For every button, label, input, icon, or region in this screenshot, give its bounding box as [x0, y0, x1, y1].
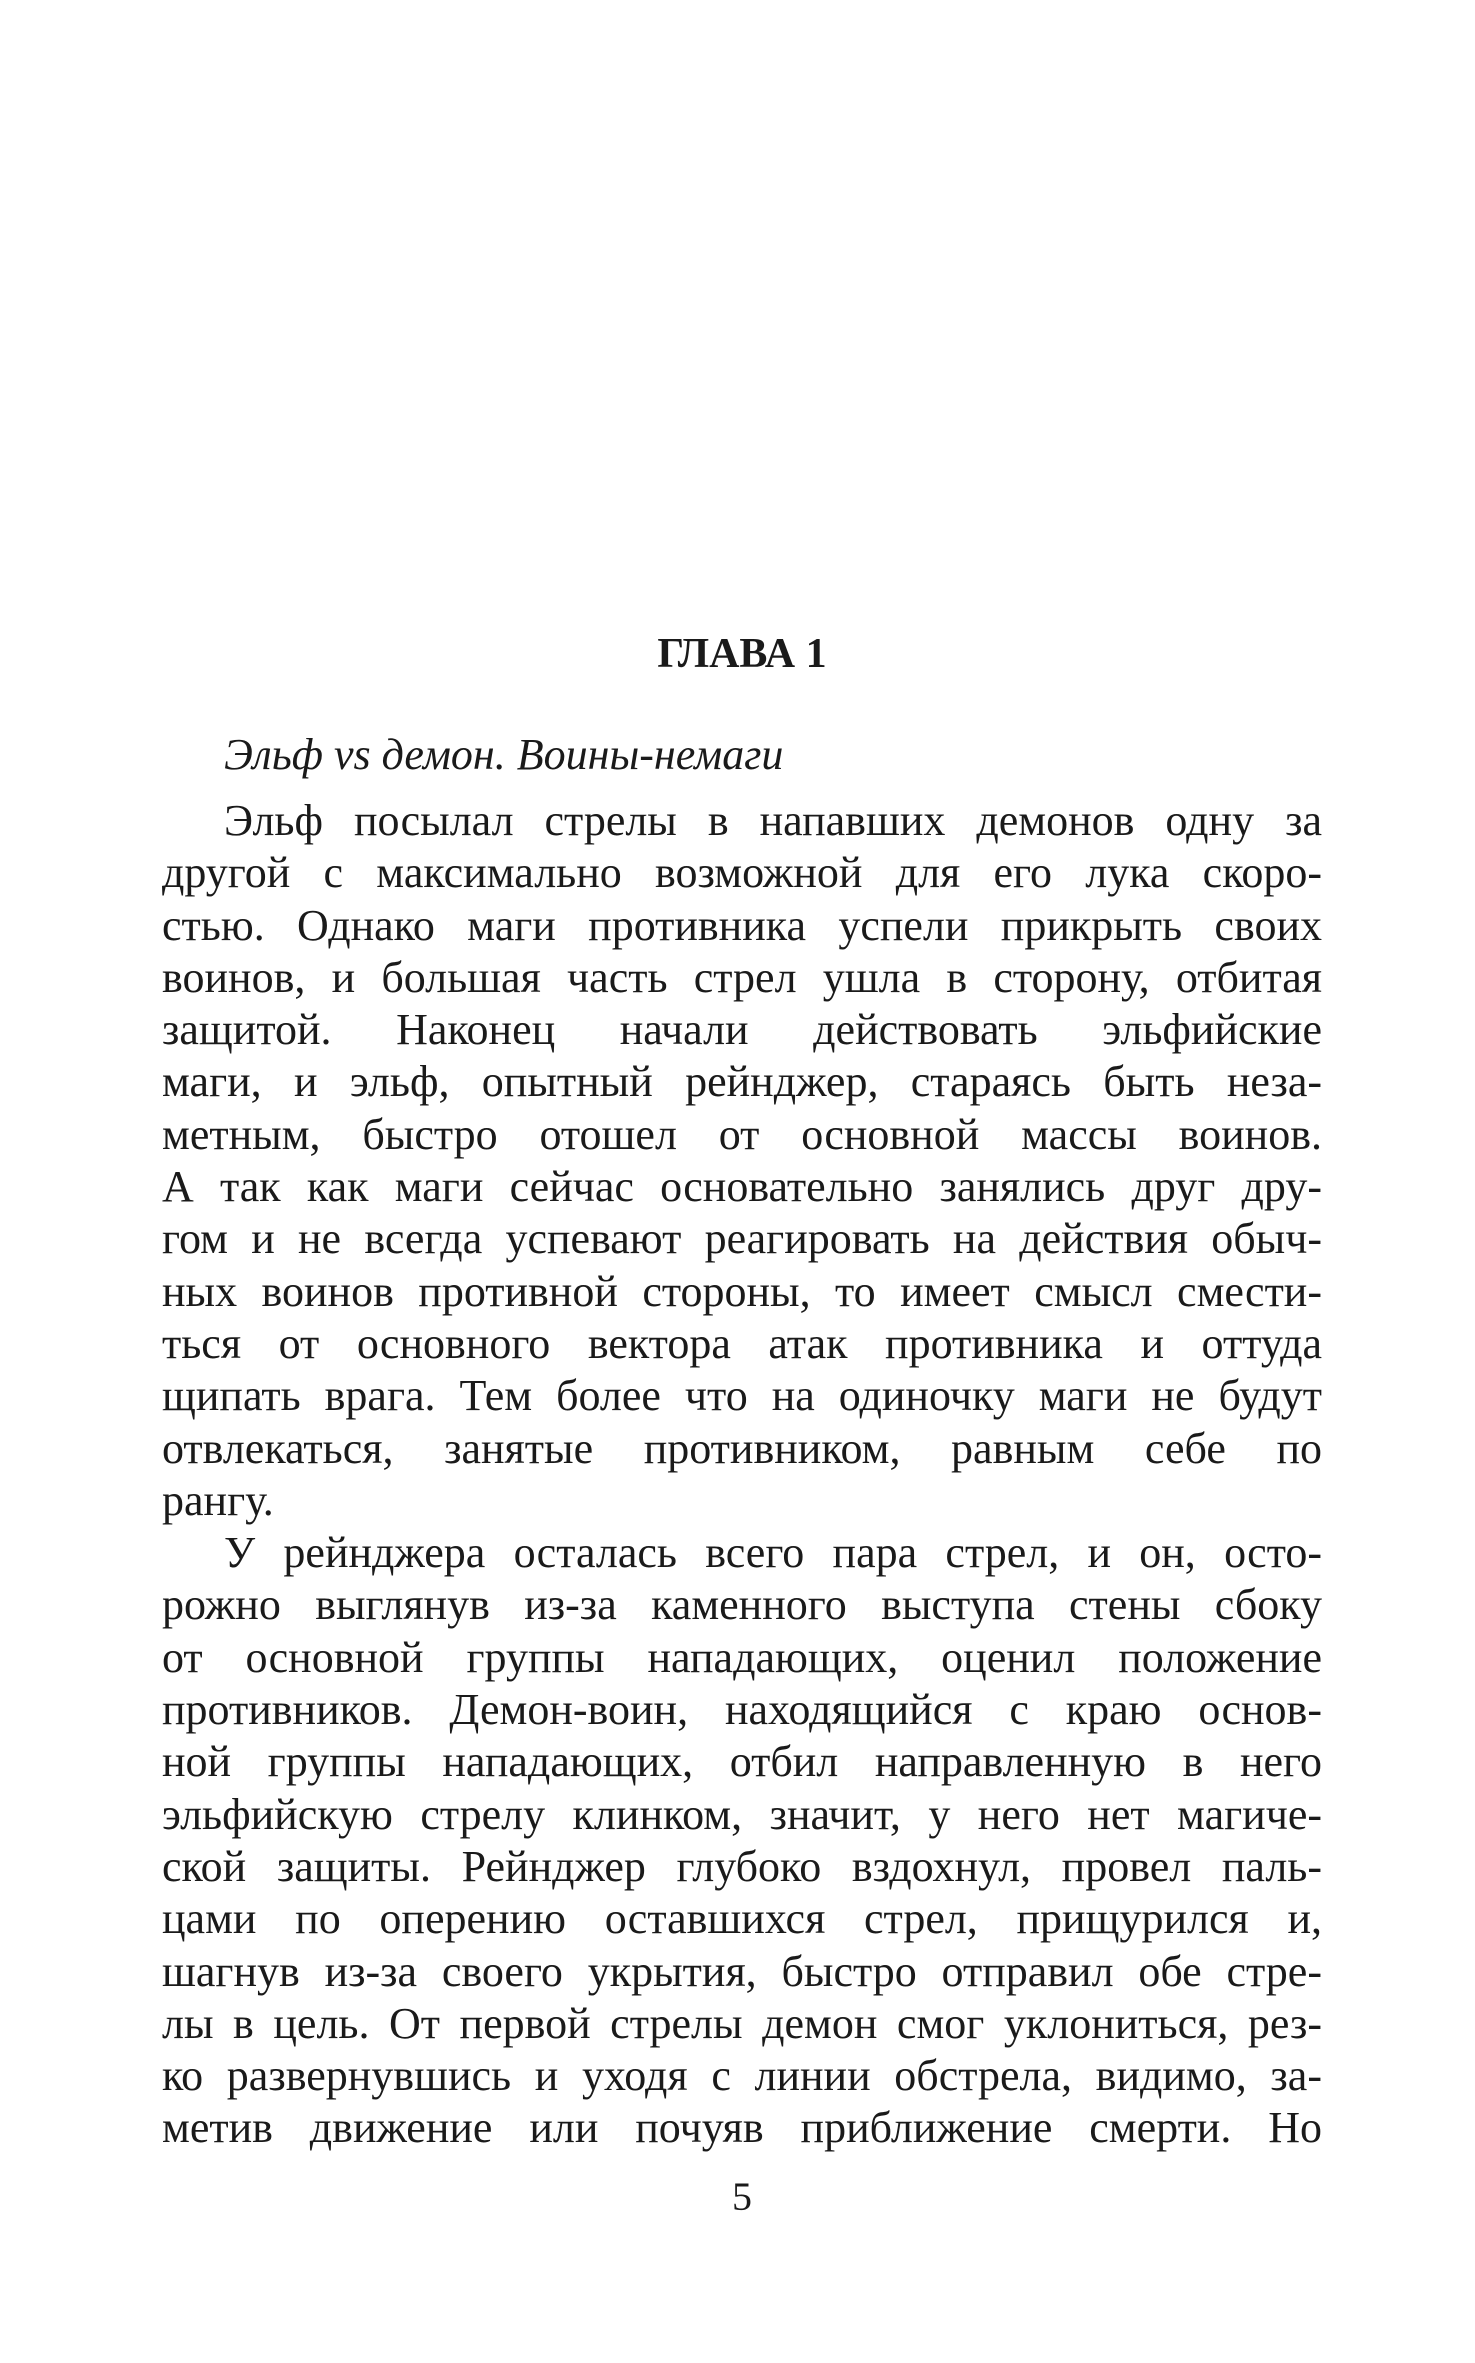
text-line: маги, и эльф, опытный рейнджер, стараясь быть неза-	[162, 1057, 1322, 1107]
text-line: цами по оперению оставшихся стрел, прищурился и,	[162, 1894, 1322, 1944]
text-line: другой с максимально возможной для его лука скоро-	[162, 848, 1322, 898]
text-line: стью. Однако маги противника успели прикрыть своих	[162, 900, 1322, 950]
chapter-subtitle: Эльф vs демон. Воины-немаги	[224, 730, 784, 779]
paragraph-2	[162, 1527, 1322, 2155]
text-line: отвлекаться, занятые противником, равным себе по	[162, 1423, 1322, 1473]
text-line: А так как маги сейчас основательно занялись друг дру-	[162, 1162, 1322, 1212]
text-line: лы в цель. От первой стрелы демон смог уклониться, рез-	[162, 1998, 1322, 2048]
text-line: гом и не всегда успевают реагировать на действия обыч-	[162, 1214, 1322, 1264]
text-line: ной группы нападающих, отбил направленную в него	[162, 1737, 1322, 1787]
text-line: метным, быстро отошел от основной массы воинов.	[162, 1109, 1322, 1159]
text-line: ться от основного вектора атак противника и оттуда	[162, 1318, 1322, 1368]
text-line: защитой. Наконец начали действовать эльфийские	[162, 1005, 1322, 1055]
body-text	[162, 795, 1322, 2155]
book-page	[162, 0, 1322, 2363]
text-line: Эльф посылал стрелы в напавших демонов одну за	[224, 796, 1322, 845]
text-line: воинов, и большая часть стрел ушла в сторону, отбитая	[162, 952, 1322, 1002]
text-line: ко развернувшись и уходя с линии обстрела, видимо, за-	[162, 2051, 1322, 2101]
text-line: рангу.	[162, 1475, 274, 1525]
text-line: от основной группы нападающих, оценил положение	[162, 1632, 1322, 1682]
paragraph-1	[162, 795, 1322, 1527]
chapter-title: ГЛАВА 1	[657, 631, 827, 677]
text-line: щипать врага. Тем более что на одиночку маги не будут	[162, 1371, 1322, 1421]
text-line: ных воинов противной стороны, то имеет смысл смести-	[162, 1266, 1322, 1316]
text-line: эльфийскую стрелу клинком, значит, у него нет магиче-	[162, 1789, 1322, 1839]
text-line: У рейнджера осталась всего пара стрел, и он, осто-	[224, 1528, 1322, 1578]
text-line: рожно выглянув из-за каменного выступа стены сбоку	[162, 1580, 1322, 1630]
text-line: ской защиты. Рейнджер глубоко вздохнул, провел паль-	[162, 1841, 1322, 1891]
text-line: метив движение или почуяв приближение смерти. Но	[162, 2103, 1322, 2153]
page-number: 5	[732, 2174, 752, 2219]
text-line: противников. Демон-воин, находящийся с краю основ-	[162, 1685, 1322, 1735]
text-line: шагнув из-за своего укрытия, быстро отправил обе стре-	[162, 1946, 1322, 1996]
